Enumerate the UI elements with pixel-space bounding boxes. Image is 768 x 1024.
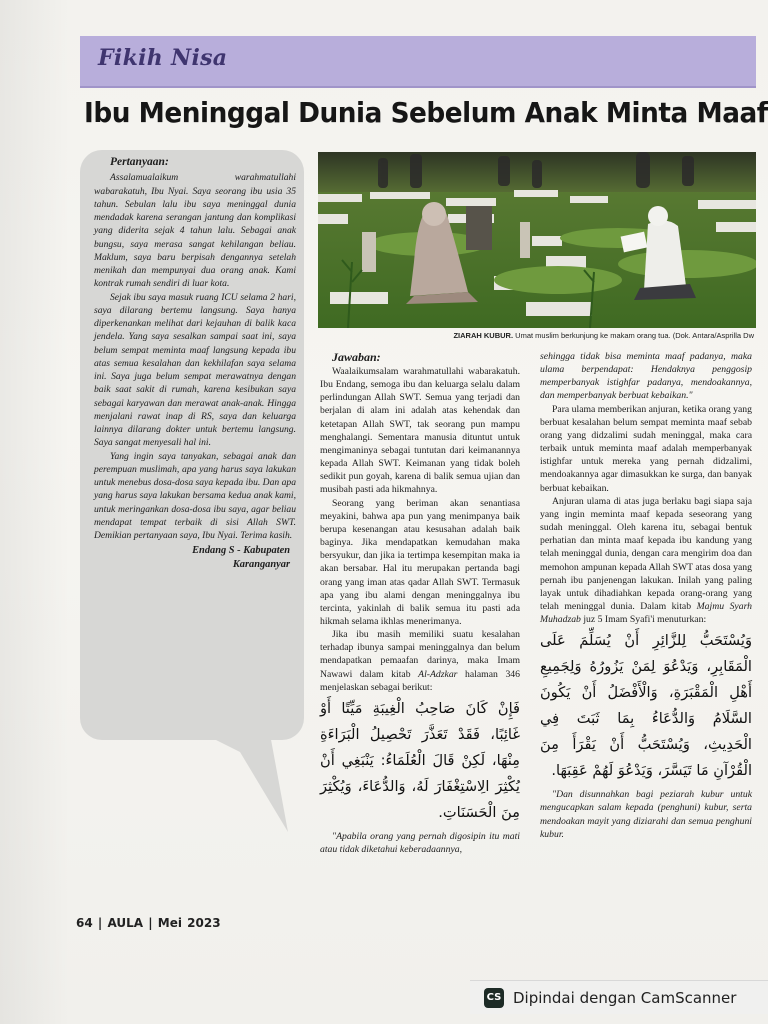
asker-signature bbox=[94, 544, 296, 572]
translation-adzkar-end: sehingga tidak bisa meminta maaf padanya, maka ulama berpendapat: Hendaknya penggosip memperbanyak istighfar padanya, mendoakannya, dan memperbanyak berbuat kebaikan." bbox=[540, 351, 752, 402]
translation-adzkar-start: "Apabila orang yang pernah digosipin itu mati atau tidak diketahui keberadaannya, bbox=[320, 830, 520, 856]
question-paragraph-1: Assalamualaikum warahmatullahi wabarakatuh, Ibu Nyai. Saya seorang ibu usia 35 tahun. Sebulan lalu ibu saya meninggal dunia mendadak karena serangan jantung dan komplikasi yang diderita sejak 4 tahun lalu. Sebagai anak bungsu, saya merasa sangat kehilangan beliau. Maklum, saya baru berpisah dengannya setelah menikah dan mempunyai dua orang anak. Kami kontrak rumah sendiri di luar kota. bbox=[94, 172, 296, 290]
rubric-label: Fikih Nisa bbox=[98, 45, 228, 71]
question-section bbox=[94, 156, 296, 572]
answer-paragraph-4: Para ulama memberikan anjuran, ketika orang yang berbuat kesalahan belum sempat meminta maaf sebab orang yang didzalimi sudah meninggal, maka cara terbaik untuk meminta maaf adalah memperbanyak istighfar untuk mereka yang pernah didzalimi, mendoakannya agar dimasukkan ke surga, dan banyak berbuat kebaikan. bbox=[540, 403, 752, 494]
answer-column-right bbox=[540, 350, 752, 841]
answer-paragraph-3-end: halaman 346 menjelaskan sebagai berikut: bbox=[320, 668, 520, 693]
arabic-quote-majmu: وَيُسْتَحَبُّ لِلزَّائِرِ أَنْ يُسَلِّمَ عَلَى الْمَقَابِرِ، وَيَدْعُوَ لِمَنْ يَزُورُهُ وَلِجَمِيعِ أَهْلِ الْمَقْبَرَةِ، وَالْأَفْضَلُ أَنْ يَكُونَ السَّلَامُ وَالدُّعَاءُ بِمَا ثَبَتَ فِي الْحَدِيثِ، وَيُسْتَحَبُّ أَنْ يَقْرَأَ مِنَ الْقُرْآنِ مَا تَيَسَّرَ، وَيَدْعُوَ لَهُمْ عَقِبَهَا. bbox=[540, 632, 752, 780]
answer-paragraph-5-text: Anjuran ulama di atas juga berlaku bagi siapa saja yang ingin meminta maaf kepada seseorang yang sudah meninggal. Oleh karena itu, sebagai bentuk perhatian dan minta maaf kepada ibu kandung yang telah meninggal dunia, dengan cara mengirim doa dan memohon ampunan kepada Allah SWT atas dosa yang pernah ibu panjenengan lakukan. Inilah yang paling layak untuk dihadiahkan kepada orang-orang yang telah meninggal dunia. Dalam kitab bbox=[540, 495, 752, 612]
answer-paragraph-5 bbox=[540, 495, 752, 627]
answer-paragraph-3-text: Jika ibu masih memiliki suatu kesalahan terhadap ibunya sampai meninggalnya dan belum mendapatkan pemaafan darinya, maka Imam Nawawi dalam kitab bbox=[320, 629, 520, 680]
cemetery-photo bbox=[318, 152, 756, 328]
rubric-band bbox=[80, 36, 756, 88]
cemetery-photo-illustration bbox=[318, 152, 756, 328]
page-folio: 64 | AULA | Mei 2023 bbox=[76, 916, 221, 930]
photo-caption bbox=[318, 329, 756, 343]
photo-caption-title: ZIARAH KUBUR. bbox=[453, 331, 514, 340]
question-paragraph-2: Sejak ibu saya masuk ruang ICU selama 2 hari, saya dilarang bertemu langsung. Saya hanya diperkenankan melihat dari kejauhan di balik kaca jendela. Yang saya sesalkan sampai saat ini, saya belum sempat meminta maaf langsung kepada ibu atas semua kesalahan dan kekhilafan saya selama ini. Saya juga belum sempat merawatnya dengan baik saat sakit di rumah, karena kesibukan saya sebagai karyawan dan merawat anak-anak. Hingga menjalani rawat inap di RS, saya dan keluarga lainnya dilarang dokter untuk bertemu langsung. Saya sangat menyesali hal ini. bbox=[94, 291, 296, 449]
translation-majmu: "Dan disunnahkan bagi peziarah kubur untuk mengucapkan salam kepada (penghuni) kubur, serta mendoakan mayit yang diziarahi dan semua penghuni kubur. bbox=[540, 789, 752, 840]
asker-location: Karanganyar bbox=[232, 559, 290, 571]
page-gutter-shadow bbox=[0, 0, 70, 1024]
answer-paragraph-3 bbox=[320, 628, 520, 694]
article-title: Ibu Meninggal Dunia Sebelum Anak Minta Maaf bbox=[84, 96, 768, 129]
asker-name: Endang S - Kabupaten bbox=[192, 545, 290, 557]
camscanner-text: Dipindai dengan CamScanner bbox=[513, 988, 737, 1007]
answer-paragraph-1: Waalaikumsalam warahmatullahi wabarakatuh. Ibu Endang, semoga ibu dan keluarga selalu dalam perlindungan Allah SWT. Semua yang terjadi dan berjalan di alam ini adalah atas kehendak dan ketetapan Allah SWT, tak seorang pun mampu menghalangi. Sementara manusia dituntut untuk mengimaninya sebagai tuntutan dari keimanannya kepada Allah SWT. Keimanan yang tidak boleh sedikit pun goyah, karena di balik semua ujian dan musibah pasti ada hikmahnya. bbox=[320, 366, 520, 496]
answer-column-left bbox=[320, 350, 520, 856]
book-title-al-adzkar: Al-Adzkar bbox=[418, 668, 458, 680]
answer-paragraph-2: Seorang yang beriman akan senantiasa meyakini, bahwa apa pun yang menimpanya baik berupa kesenangan atau kesusahan adalah baik baginya. Jika mendapatkan kemudahan maka bersyukur, dan jika ia tertimpa kesempitan maka ia akan bersabar. Hal itu merupakan pertanda bagi orang yang iman atas qadar Allah SWT. Termasuk apa yang ibu alami dengan meninggalnya ibu tercinta, yakinlah di balik semua itu pasti ada hikmah selama ikhlas menerimanya. bbox=[320, 497, 520, 627]
photo-caption-text: Umat muslim berkunjung ke makam orang tua. (Dok. Antara/Asprilla Dw bbox=[515, 331, 754, 340]
question-heading: Pertanyaan: bbox=[110, 156, 169, 168]
bubble-tail bbox=[200, 734, 290, 834]
camscanner-logo-icon: CS bbox=[484, 988, 504, 1008]
answer-heading: Jawaban: bbox=[332, 350, 381, 364]
question-paragraph-3: Yang ingin saya tanyakan, sebagai anak dan perempuan muslimah, apa yang harus saya lakukan untuk menebus dosa-dosa saya kepada ibu. Dan apa yang harus saya lakukan bersama kedua anak kami, untuk meringankan dosa-dosa ibu saya, agar beliau mendapat tempat terbaik di sisi Allah SWT. Demikian pertanyaan saya, Ibu Nyai. Terima kasih. bbox=[94, 450, 296, 541]
arabic-quote-adzkar: فَإِنْ كَانَ صَاحِبُ الْغِيبَةِ مَيِّتًا أَوْ غَائِبًا، فَقَدْ تَعَذَّرَ تَحْصِيلُ الْبَرَاءَةِ مِنْهَا، لَكِنْ قَالَ الْعُلَمَاءُ: يَنْبَغِي أَنْ يُكْثِرَ الِاسْتِغْفَارَ لَهُ، وَالدُّعَاءَ، وَيُكْثِرَ مِنَ الْحَسَنَاتِ. bbox=[320, 699, 520, 821]
camscanner-watermark bbox=[470, 980, 768, 1014]
answer-paragraph-5-end: juz 5 Imam Syafi'i menuturkan: bbox=[583, 614, 707, 626]
book-title-majmu: Majmu Syarh Muhadzab bbox=[540, 600, 753, 626]
